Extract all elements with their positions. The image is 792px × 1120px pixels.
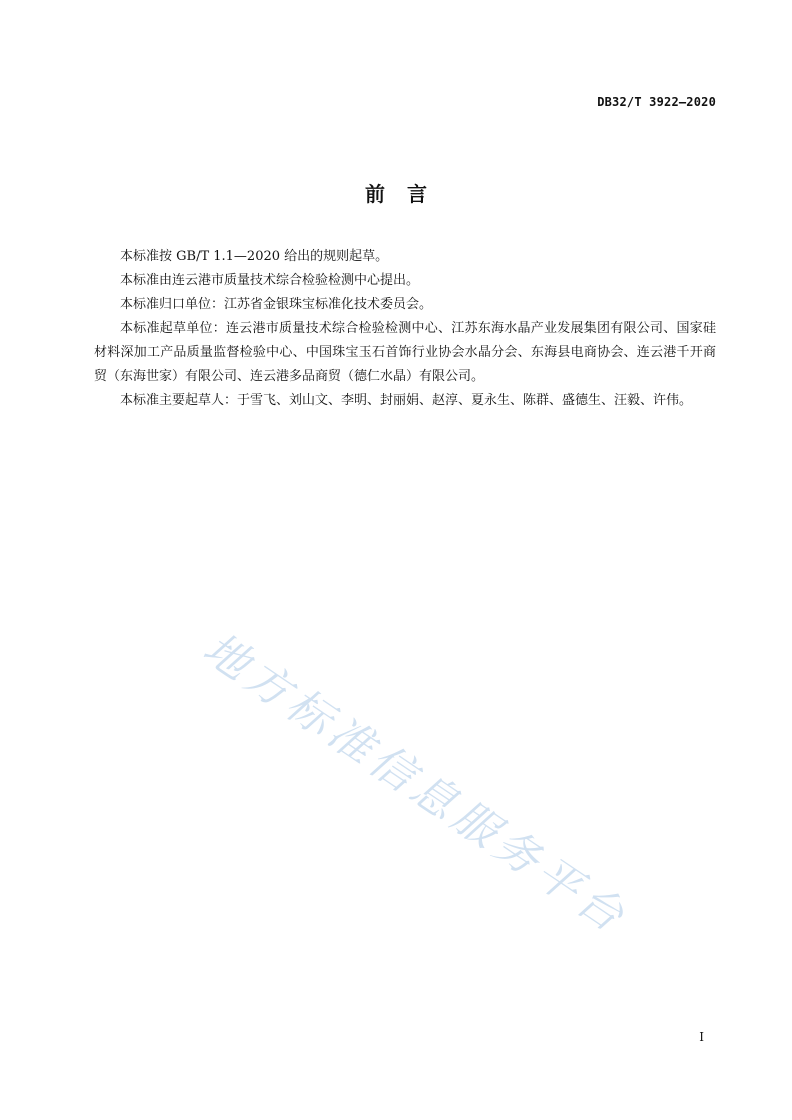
paragraph-drafters: 本标准主要起草人：于雪飞、刘山文、李明、封丽娟、赵淳、夏永生、陈群、盛德生、汪毅、许伟。 — [120, 393, 693, 408]
foreword-body — [94, 245, 716, 413]
standard-code: DB32/T 3922—2020 — [597, 95, 716, 109]
page-number: I — [699, 1030, 704, 1044]
page-title: 前言 — [365, 182, 449, 206]
watermark: 地方标准信息服务平台 — [193, 622, 638, 945]
paragraph-administrative-unit: 本标准归口单位：江苏省金银珠宝标准化技术委员会。 — [120, 297, 433, 312]
paragraph-drafting-units: 本标准起草单位：连云港市质量技术综合检验检测中心、江苏东海水晶产业发展集团有限公司、国家硅材料深加工产品质量监督检验中心、中国珠宝玉石首饰行业协会水晶分会、东海县电商协会、连云港千开商贸（东海世家）有限公司、连云港多品商贸（德仁水晶）有限公司。 — [94, 321, 716, 384]
paragraph-drafting-rules: 本标准按 GB/T 1.1—2020 给出的规则起草。 — [120, 249, 389, 264]
paragraph-proposer: 本标准由连云港市质量技术综合检验检测中心提出。 — [120, 273, 420, 288]
